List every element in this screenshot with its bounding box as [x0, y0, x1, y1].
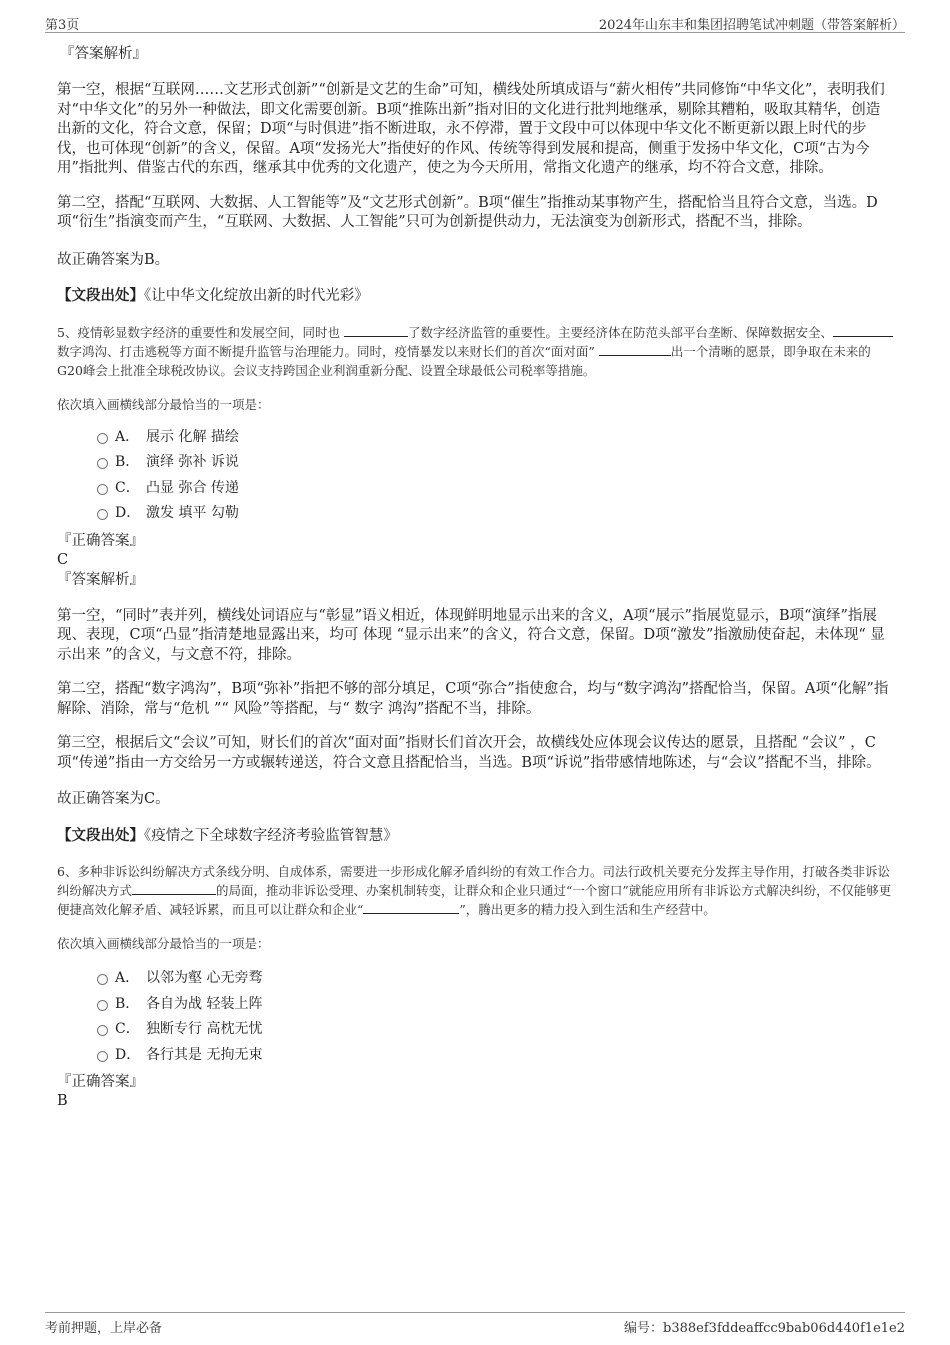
radio-icon[interactable]	[97, 509, 108, 520]
document-body	[57, 44, 893, 1110]
answer-value: B	[57, 1093, 68, 1109]
analysis-paragraph: 第二空，搭配“互联网、大数据、人工智能等”及“文艺形式创新”。B项“催生”指推动某事物产生，搭配恰当且符合文意，当选。D项“衍生”指演变而产生，“互联网、大数据、人工智能”只可为创新提供动力，无法演变为创新形式，搭配不当，排除。	[57, 194, 878, 230]
source-label: 【文段出处】	[57, 287, 144, 304]
radio-icon[interactable]	[97, 458, 108, 469]
page-number: 第3页	[45, 18, 80, 33]
radio-icon[interactable]	[97, 433, 108, 444]
option-d[interactable]: D． 激发 填平 勾勒	[57, 501, 893, 527]
option-list	[57, 425, 893, 527]
source-title: 《疫情之下全球数字经济考验监管智慧》	[144, 827, 398, 844]
radio-icon[interactable]	[97, 974, 108, 985]
conclusion: 故正确答案为C。	[57, 791, 170, 807]
document-id: 编号：b388ef3fddeaffcc9bab06d440f1e1e2	[624, 1321, 905, 1336]
blank-line	[833, 324, 893, 337]
page-footer	[45, 1312, 905, 1335]
radio-icon[interactable]	[97, 1025, 108, 1036]
option-b[interactable]: B． 各自为战 轻装上阵	[57, 992, 893, 1018]
analysis-label: 『答案解析』	[57, 571, 144, 588]
option-d[interactable]: D． 各行其是 无拘无束	[57, 1043, 893, 1069]
question-stem: 5、疫情彰显数字经济的重要性和发展空间，同时也 了数字经济监管的重要性。主要经济体在防范头部平台垄断、保障数据安全、数字鸿沟、打击逃税等方面不断提升监管与治理能力。同时，疫情暴发以来财长们的首次“面对面” 出一个清晰的愿景，即争取在未来的G20峰会上批准全球税改协议。会议支持跨国企业利润重新分配、设置全球最低公司税率等措施。	[57, 323, 893, 380]
source-label: 【文段出处】	[57, 826, 144, 844]
analysis-paragraph: 第一空，“同时”表并列，横线处词语应与“彰显”语义相近，体现鲜明地显示出来的含义，A项“展示”指展览显示，B项“演绎”指展现、表现，C项“凸显”指清楚地显露出来，均可 体现 “显示出来”的含义，符合文意，保留。D项“激发”指激励使奋起，未体现“ 显示出来 ”的含义，与文意不符，排除。	[57, 607, 885, 663]
answer-label: 『正确答案』	[57, 532, 144, 549]
blank-line	[132, 882, 216, 895]
option-c[interactable]: C． 独断专行 高枕无忧	[57, 1017, 893, 1043]
conclusion: 故正确答案为B。	[57, 251, 170, 268]
blank-line	[344, 324, 408, 337]
analysis-paragraph: 第三空，根据后文“会议”可知，财长们的首次“面对面”指财长们首次开会，故横线处应体现会议传达的愿景，且搭配 “会议” ，C项“传递”指由一方交给另一方或辗转递送，符合文意且搭配恰当，当选。B项“诉说”指带感情地陈述，与“会议”搭配不当，排除。	[57, 735, 881, 771]
option-a[interactable]: A． 展示 化解 描绘	[57, 425, 893, 451]
option-b[interactable]: B． 演绎 弥补 诉说	[57, 450, 893, 476]
option-list	[57, 966, 893, 1068]
source-line	[57, 826, 893, 847]
analysis-paragraph: 第一空，根据“互联网……文艺形式创新”“创新是文艺的生命”可知，横线处所填成语与“薪火相传”共同修饰“中华文化”，表明我们对“中华文化”的另外一种做法，即文化需要创新。B项“推陈出新”指对旧的文化进行批判地继承，剔除其糟粕，吸取其精华，创造出新的文化，符合文意，保留；D项“与时俱进”指不断进取，永不停滞，置于文段中可以体现中华文化不断更新以跟上时代的步伐，也可体现“创新”的含义，保留。A项“发扬光大”指使好的作风、传统等得到发展和提高，侧重于发扬中华文化，C项“古为今用”指批判、借鉴古代的东西，继承其中优秀的文化遗产，使之为今天所用，常指文化遗产的继承，均不符合文意，排除。	[57, 82, 885, 176]
question-instruction: 依次填入画横线部分最恰当的一项是：	[57, 936, 270, 951]
question-instruction: 依次填入画横线部分最恰当的一项是：	[57, 396, 270, 412]
radio-icon[interactable]	[97, 1000, 108, 1011]
blank-line	[599, 343, 671, 356]
radio-icon[interactable]	[97, 1051, 108, 1062]
document-title: 2024年山东丰和集团招聘笔试冲刺题（带答案解析）	[598, 18, 905, 33]
answer-value: C	[57, 551, 69, 568]
option-a[interactable]: A． 以邻为壑 心无旁骛	[57, 966, 893, 992]
page-header	[45, 12, 905, 33]
option-c[interactable]: C． 凸显 弥合 传递	[57, 476, 893, 502]
footer-slogan: 考前押题，上岸必备	[45, 1321, 163, 1336]
radio-icon[interactable]	[97, 484, 108, 495]
source-line	[57, 286, 893, 307]
analysis-label: 『答案解析』	[60, 46, 147, 62]
source-title: 《让中华文化绽放出新的时代光彩》	[144, 288, 369, 304]
question-stem: 6、多种非诉讼纠纷解决方式条线分明、自成体系，需要进一步形成化解矛盾纠纷的有效工作合力。司法行政机关要充分发挥主导作用，打破各类非诉讼纠纷解决方式 的局面，推动非诉讼受理、办案机制转变，让群众和企业只通过“一个窗口”就能应用所有非诉讼方式解决纠纷，不仅能够更便捷高效化解矛盾、减轻诉累，而且可以让群众和企业“ ”，腾出更多的精力投入到生活和生产经营中。	[57, 864, 892, 917]
analysis-paragraph: 第二空，搭配“数字鸿沟”，B项“弥补”指把不够的部分填足，C项“弥合”指使愈合，均与“数字鸿沟”搭配恰当，保留。A项“化解”指解除、消除，常与“危机 ”“ 风险”等搭配，与“ 数字 鸿沟”搭配不当，排除。	[57, 681, 889, 717]
answer-label: 『正确答案』	[57, 1074, 144, 1090]
blank-line	[363, 901, 459, 914]
